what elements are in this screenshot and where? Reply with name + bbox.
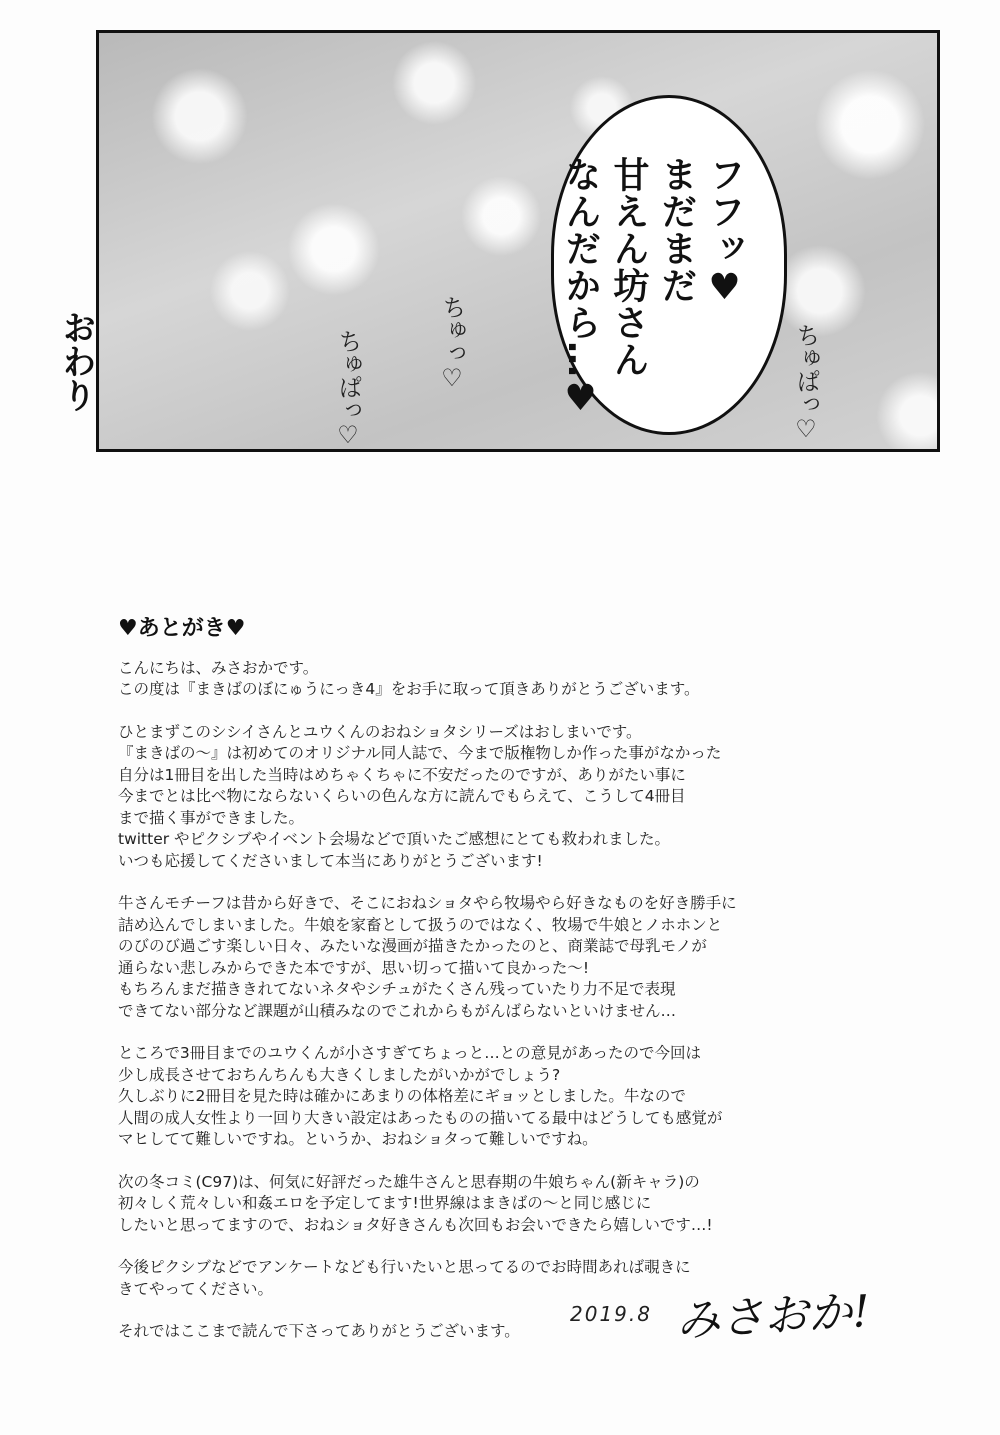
speech-bubble xyxy=(551,95,787,435)
afterword-paragraph-3: 牛さんモチーフは昔から好きで、そこにおねショタやら牧場やら好きなものを好き勝手に 詰め込んでしまいました。牛娘を家畜として扱うのではなく、牧場で牛娘とノホホンと のびのび過ごす楽しい日々、みたいな漫画が描きたかったのと、商業誌で母乳モノが 通らない悲しみからできた本ですが、思い切って描いて良かった～! もちろんまだ描ききれてないネタやシチュがたくさん残っていたり力不足で表現 できてない部分など課題が山積みなのでこれからもがんばらないといけません… xyxy=(118,894,737,1020)
manga-panel xyxy=(96,30,940,452)
sfx-text-left: ちゅぱっ♡ xyxy=(334,329,362,448)
date-label: 2019.8 xyxy=(570,1302,652,1326)
sfx-text-right: ちゅぱっ♡ xyxy=(792,323,820,442)
ending-label: おわり xyxy=(56,310,96,412)
afterword-paragraph-2: ひとまずこのシシイさんとユウくんのおねショタシリーズはおしまいです。 『まきばの～』は初めてのオリジナル同人誌で、今まで版権物しか作った事がなかった 自分は1冊目を出した当時はめちゃくちゃに不安だったのですが、ありがたい事に 今までとは比べ物にならないくらいの色んな方に読んでもらえて、こうして4冊目 まで描く事ができました。 twitter やピクシブやイベント会場などで頂いたご感想にとても救われました。 いつも応援してくださいまして本当にありがとうございます! xyxy=(118,722,722,870)
sfx-text-middle: ちゅっ♡ xyxy=(438,295,466,391)
afterword-paragraph-7: それではここまで読んで下さってありがとうございます。 xyxy=(118,1322,520,1340)
afterword-paragraph-4: ところで3冊目までのユウくんが小さすぎてちょっと…との意見があったので今回は 少し成長させておちんちんも大きくしましたがいかがでしょう? 久しぶりに2冊目を見た時は確かにあまりの体格差にギョッとしました。牛なので 人間の成人女性より一回り大きい設定はあったものの描いてる最中はどうしても感覚が マヒしてて難しいですね。というか、おねショタって難しいですね。 xyxy=(118,1044,723,1148)
afterword-title: ♥あとがき♥ xyxy=(118,616,246,641)
speech-text: フフッ♥ まだまだ 甘えん坊さん なんだから…♥ xyxy=(560,156,745,420)
afterword-paragraph-6: 今後ピクシブなどでアンケートなども行いたいと思ってるのでお時間あれば覗きに きてやってください。 xyxy=(118,1258,691,1298)
author-signature: みさおか! xyxy=(675,1285,872,1348)
afterword-paragraph-1: こんにちは、みさおかです。 この度は『まきばのぼにゅうにっき4』をお手に取って頂きありがとうございます。 xyxy=(118,658,700,698)
afterword-paragraph-5: 次の冬コミ(C97)は、何気に好評だった雄牛さんと思春期の牛娘ちゃん(新キャラ)の 初々しく荒々しい和姦エロを予定してます!世界線はまきばの～と同じ感じに したいと思ってますので、おねショタ好きさんも次回もお会いできたら嬉しいです…! xyxy=(118,1172,713,1234)
afterword-section xyxy=(118,618,838,1364)
